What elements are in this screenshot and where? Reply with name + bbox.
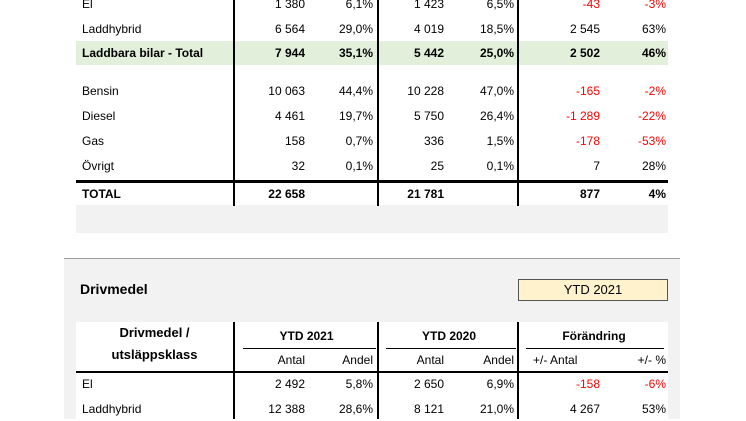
change-pct: -22% <box>637 109 666 123</box>
antal-2020: 2 650 <box>413 377 444 391</box>
row-label: Övrigt <box>82 159 115 173</box>
total-top-border <box>76 180 668 183</box>
andel-2020: 21,0% <box>479 402 514 416</box>
col-separator-4 <box>233 322 235 419</box>
andel-2020 <box>444 182 514 206</box>
row-label: Laddbara bilar - Total <box>82 46 204 60</box>
antal-2020: 1 423 <box>413 0 444 11</box>
row-label: TOTAL <box>82 187 121 201</box>
andel-2020: 1,5% <box>486 134 514 148</box>
table-row <box>76 397 668 421</box>
andel-2021: 44,4% <box>338 84 373 98</box>
change-pct: -3% <box>644 0 666 11</box>
subheader-andel-2020: Andel <box>483 353 514 367</box>
change-antal: 2 502 <box>569 46 600 60</box>
period-selector[interactable]: YTD 2021 <box>518 279 668 301</box>
andel-2020: 0,1% <box>486 159 514 173</box>
andel-2020: 6,9% <box>486 377 514 391</box>
andel-2020: 47,0% <box>479 84 514 98</box>
antal-2020: 8 121 <box>413 402 444 416</box>
row-label: Laddhybrid <box>82 402 142 416</box>
table-row <box>76 79 668 103</box>
change-pct: 4% <box>648 187 666 201</box>
change-antal: -178 <box>575 134 600 148</box>
andel-2020: 26,4% <box>479 109 514 123</box>
table-row <box>76 182 668 206</box>
antal-2021: 1 380 <box>274 0 305 11</box>
antal-2021: 32 <box>291 159 305 173</box>
section2-top-border <box>64 258 680 259</box>
antal-2020: 4 019 <box>413 22 444 36</box>
change-antal: 7 <box>593 159 600 173</box>
andel-2021: 6,1% <box>345 0 373 11</box>
change-antal: 877 <box>579 187 600 201</box>
andel-2021: 0,7% <box>345 134 373 148</box>
table-row <box>76 17 668 41</box>
table-row <box>76 0 668 16</box>
table-row <box>76 41 668 65</box>
andel-2021: 35,1% <box>338 46 373 60</box>
change-pct: 46% <box>641 46 666 60</box>
col-header-utslappsklass: utsläppsklass <box>111 347 198 362</box>
col-header-ytd2021: YTD 2021 <box>279 329 334 343</box>
antal-2021: 4 461 <box>274 109 305 123</box>
col-separator-6 <box>517 322 519 419</box>
andel-2021: 28,6% <box>338 402 373 416</box>
table-row <box>76 372 668 396</box>
subheader-antal-2020: Antal <box>416 353 444 367</box>
col-header-ytd2020: YTD 2020 <box>421 329 477 343</box>
antal-2021: 2 492 <box>274 377 305 391</box>
antal-2021: 10 063 <box>268 84 305 98</box>
antal-2021: 158 <box>284 134 305 148</box>
antal-2020: 5 442 <box>413 46 444 60</box>
subheader-antal-2021: Antal <box>277 353 305 367</box>
table-row <box>76 104 668 128</box>
antal-2021: 12 388 <box>268 402 305 416</box>
change-pct: -6% <box>644 377 666 391</box>
subheader-plusminus-antal: +/- Antal <box>533 353 578 367</box>
subheader-plusminus-pct: +/- % <box>637 353 666 367</box>
col-separator-1 <box>233 0 235 206</box>
change-pct: 63% <box>641 22 666 36</box>
col-separator-3 <box>517 0 519 206</box>
section-title: Drivmedel <box>80 281 148 297</box>
antal-2021: 22 658 <box>268 187 305 201</box>
andel-2021: 19,7% <box>338 109 373 123</box>
andel-2020: 18,5% <box>479 22 514 36</box>
andel-2020: 25,0% <box>479 46 514 60</box>
table-row <box>76 154 668 178</box>
change-pct: 53% <box>641 402 666 416</box>
antal-2021: 6 564 <box>274 22 305 36</box>
antal-2020: 21 781 <box>407 187 444 201</box>
antal-2020: 10 228 <box>407 84 444 98</box>
andel-2021 <box>305 182 373 206</box>
change-antal: 4 267 <box>569 402 600 416</box>
antal-2020: 25 <box>430 159 444 173</box>
table-row <box>76 129 668 153</box>
andel-2021: 5,8% <box>345 377 373 391</box>
col-separator-2 <box>377 0 379 206</box>
andel-2021: 0,1% <box>345 159 373 173</box>
change-antal: -158 <box>575 377 600 391</box>
change-antal: 2 545 <box>569 22 600 36</box>
row-label: Laddhybrid <box>82 22 142 36</box>
andel-2020: 6,5% <box>486 0 514 11</box>
change-antal: -43 <box>582 0 600 11</box>
row-label: Bensin <box>82 84 119 98</box>
row-label: El <box>82 377 93 391</box>
col-header-drivmedel: Drivmedel / <box>119 325 190 340</box>
change-pct: -53% <box>637 134 666 148</box>
antal-2020: 336 <box>423 134 444 148</box>
change-antal: -1 289 <box>565 109 600 123</box>
change-pct: -2% <box>644 84 666 98</box>
antal-2020: 5 750 <box>413 109 444 123</box>
row-label: Diesel <box>82 109 116 123</box>
andel-2021: 29,0% <box>338 22 373 36</box>
col-separator-5 <box>377 322 379 419</box>
col-header-change: Förändring <box>562 329 626 343</box>
change-antal: -165 <box>575 84 600 98</box>
subheader-andel-2021: Andel <box>342 353 373 367</box>
row-label: El <box>82 0 93 11</box>
antal-2021: 7 944 <box>274 46 305 60</box>
change-pct: 28% <box>641 159 666 173</box>
table1-footer-panel <box>76 205 668 233</box>
row-label: Gas <box>82 134 105 148</box>
